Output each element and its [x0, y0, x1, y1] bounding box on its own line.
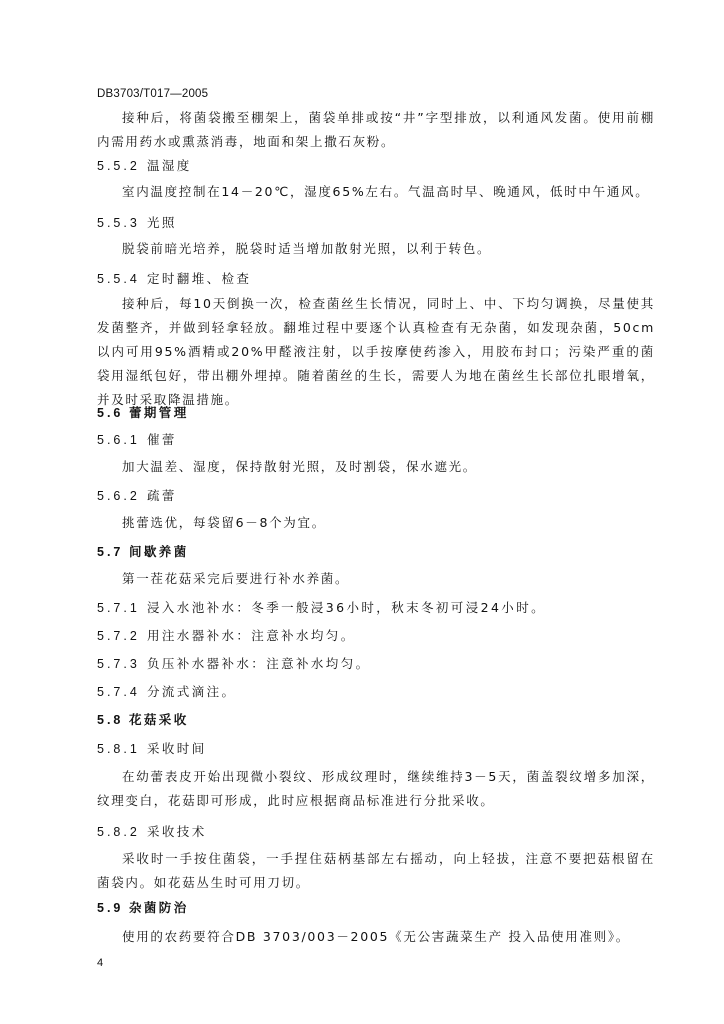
paragraph-temperature-humidity: 室内温度控制在14－20℃，湿度65%左右。气温高时早、晚通风，低时中午通风。 [122, 184, 650, 199]
section-title: 定时翻堆、检查 [147, 271, 252, 286]
section-number: 5.8.2 [97, 825, 140, 839]
paragraph-pest-control: 使用的农药要符合DB 3703/003－2005《无公害蔬菜生产 投入品使用准则》。 [122, 929, 630, 944]
section-title: 负压补水器补水：注意补水均匀。 [147, 656, 371, 671]
section-number: 5.5.2 [97, 159, 140, 173]
section-title: 光照 [147, 215, 177, 230]
section-title: 用注水器补水：注意补水均匀。 [147, 628, 356, 643]
section-title: 疏蕾 [147, 488, 177, 503]
section-number: 5.7.2 [97, 629, 140, 643]
section-number: 5.5.3 [97, 216, 140, 230]
heading-5-7 [97, 540, 655, 564]
section-title: 浸入水池补水：冬季一般浸36小时，秋末冬初可浸24小时。 [147, 600, 547, 615]
heading-5-5-2 [97, 154, 655, 178]
section-title: 采收时间 [147, 741, 207, 756]
section-number: 5.8.1 [97, 742, 140, 756]
paragraph-intermittent-culture: 第一茬花菇采完后要进行补水养菌。 [122, 571, 350, 586]
paragraph-inoculation-placement: 接种后，将菌袋搬至棚架上，菌袋单排或按“井”字型排放，以利通风发菌。使用前棚内需用药水或熏蒸消毒，地面和架上撒石灰粉。 [97, 110, 655, 149]
section-title: 温湿度 [147, 158, 192, 173]
heading-5-9 [97, 896, 655, 920]
section-title: 催蕾 [147, 432, 177, 447]
section-title: 蕾期管理 [129, 405, 189, 420]
heading-5-7-3 [97, 652, 655, 676]
section-number: 5.7.4 [97, 685, 140, 699]
section-title: 花菇采收 [129, 712, 189, 727]
heading-5-5-4 [97, 267, 655, 291]
standard-code-header: DB3703/T017—2005 [97, 88, 209, 100]
heading-5-8-2 [97, 820, 655, 844]
heading-5-7-4 [97, 680, 655, 704]
heading-5-7-1 [97, 596, 655, 620]
paragraph-lighting: 脱袋前暗光培养，脱袋时适当增加散射光照，以利于转色。 [122, 241, 492, 256]
section-number: 5.8 [97, 713, 124, 727]
heading-5-8-1 [97, 737, 655, 761]
paragraph-turning-inspection: 接种后，每10天倒换一次，检查菌丝生长情况，同时上、中、下均匀调换，尽量使其发菌整齐，并做到轻拿轻放。翻堆过程中要逐个认真检查有无杂菌，如发现杂菌，50cm以内可用95%酒精或20%甲醛液注射，以手按摩使药渗入，用胶布封口；污染严重的菌袋用湿纸包好，带出棚外埋掉。随着菌丝的生长，需要人为地在菌丝生长部位扎眼增氧，并及时采取降温措施。 [97, 296, 655, 407]
heading-5-5-3 [97, 211, 655, 235]
paragraph-harvest-technique: 采收时一手按住菌袋，一手捏住菇柄基部左右摇动，向上轻拔，注意不要把菇根留在菌袋内。如花菇丛生时可用刀切。 [97, 851, 655, 890]
paragraph-bud-thinning: 挑蕾选优，每袋留6－8个为宜。 [122, 515, 326, 530]
heading-5-7-2 [97, 624, 655, 648]
paragraph-bud-forcing: 加大温差、湿度，保持散射光照，及时割袋，保水遮光。 [122, 459, 478, 474]
section-title: 间歇养菌 [129, 544, 189, 559]
section-title: 分流式滴注。 [147, 684, 237, 699]
section-title: 杂菌防治 [129, 900, 189, 915]
section-number: 5.6.1 [97, 433, 140, 447]
section-number: 5.7 [97, 545, 124, 559]
section-number: 5.6.2 [97, 489, 140, 503]
section-number: 5.7.1 [97, 601, 140, 615]
heading-5-6-1 [97, 428, 655, 452]
heading-5-8 [97, 708, 655, 732]
paragraph-harvest-time: 在幼蕾表皮开始出现微小裂纹、形成纹理时，继续维持3－5天，菌盖裂纹增多加深，纹理变白，花菇即可形成，此时应根据商品标准进行分批采收。 [97, 769, 655, 808]
heading-5-6 [97, 401, 655, 425]
section-number: 5.7.3 [97, 657, 140, 671]
section-number: 5.5.4 [97, 272, 140, 286]
section-number: 5.9 [97, 901, 124, 915]
section-number: 5.6 [97, 406, 124, 420]
page-number: 4 [97, 957, 104, 969]
section-title: 采收技术 [147, 824, 207, 839]
heading-5-6-2 [97, 484, 655, 508]
